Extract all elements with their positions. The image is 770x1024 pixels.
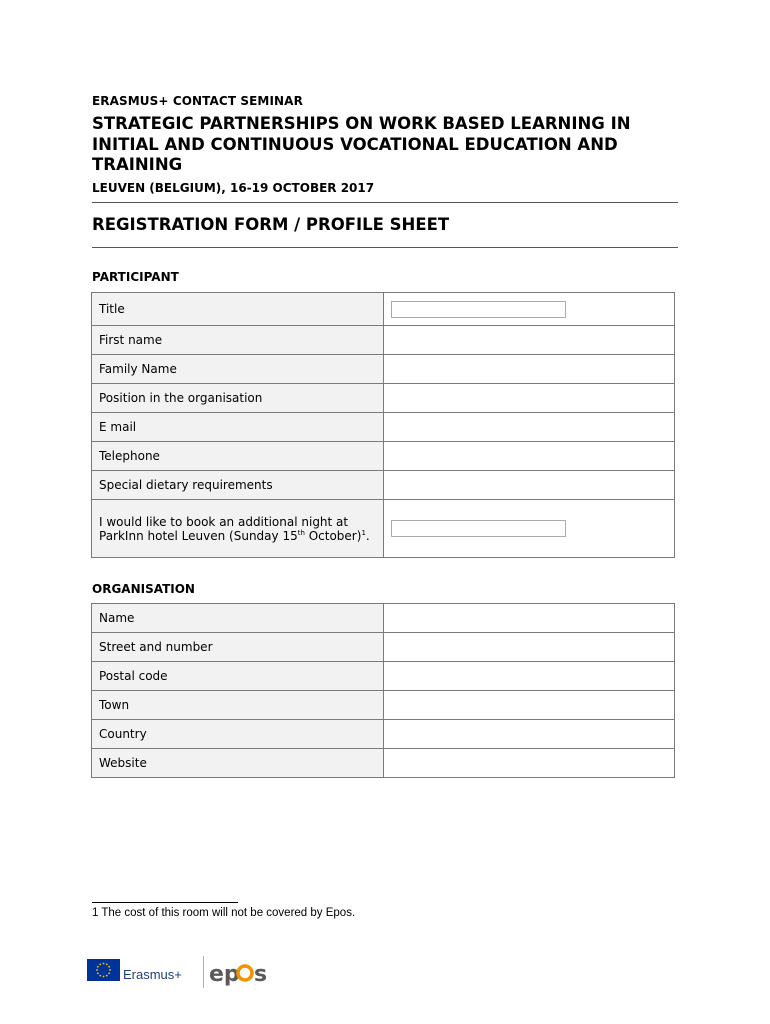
eu-star	[97, 972, 99, 974]
top-divider	[92, 202, 678, 203]
svg-text:s: s	[254, 962, 268, 987]
additional-night-input[interactable]	[391, 520, 566, 537]
title-input[interactable]	[391, 301, 566, 318]
footnote-ref: 1	[361, 528, 366, 537]
table-row	[92, 442, 675, 471]
footnote-separator	[92, 902, 238, 903]
table-row	[92, 691, 675, 720]
website-field[interactable]	[384, 749, 675, 778]
logo-divider	[203, 956, 204, 988]
eu-star	[97, 966, 99, 968]
field-label-org-name: Name	[92, 604, 384, 633]
epos-logo	[209, 956, 279, 988]
country-field[interactable]	[384, 720, 675, 749]
town-field[interactable]	[384, 691, 675, 720]
table-row	[92, 500, 675, 558]
table-row	[92, 720, 675, 749]
field-label-telephone: Telephone	[92, 442, 384, 471]
eu-star	[99, 975, 101, 977]
footer-logos	[87, 954, 287, 990]
participant-heading: PARTICIPANT	[92, 270, 179, 284]
table-row	[92, 604, 675, 633]
organisation-heading: ORGANISATION	[92, 582, 195, 596]
night-text-2: October)	[304, 528, 362, 543]
table-row	[92, 413, 675, 442]
table-row	[92, 662, 675, 691]
street-field[interactable]	[384, 633, 675, 662]
org-name-field[interactable]	[384, 604, 675, 633]
table-row	[92, 355, 675, 384]
table-row	[92, 749, 675, 778]
field-label-postal-code: Postal code	[92, 662, 384, 691]
dietary-field[interactable]	[384, 471, 675, 500]
eu-star	[106, 963, 108, 965]
additional-night-field-cell[interactable]	[384, 500, 675, 558]
first-name-field[interactable]	[384, 326, 675, 355]
eu-star	[103, 976, 105, 978]
seminar-venue-date: LEUVEN (BELGIUM), 16-19 OCTOBER 2017	[92, 181, 375, 195]
field-label-title: Title	[92, 293, 384, 326]
erasmus-plus-logo-text: Erasmus+	[123, 967, 182, 982]
field-label-town: Town	[92, 691, 384, 720]
eu-star	[99, 963, 101, 965]
footnote: 1 The cost of this room will not be covered by Epos.	[92, 907, 356, 919]
field-label-country: Country	[92, 720, 384, 749]
title-field-cell[interactable]	[384, 293, 675, 326]
field-label-first-name: First name	[92, 326, 384, 355]
bottom-divider	[92, 247, 678, 248]
field-label-street: Street and number	[92, 633, 384, 662]
night-text-1: I would like to book an additional night at ParkInn hotel Leuven (Sunday 15	[99, 514, 349, 543]
field-label-website: Website	[92, 749, 384, 778]
eu-star	[103, 963, 105, 965]
participant-table	[91, 292, 675, 558]
organisation-table	[91, 603, 675, 778]
field-label-additional-night	[92, 500, 384, 558]
table-row	[92, 471, 675, 500]
night-sup-th: th	[297, 528, 305, 537]
family-name-field[interactable]	[384, 355, 675, 384]
table-row	[92, 293, 675, 326]
postal-code-field[interactable]	[384, 662, 675, 691]
eu-flag-icon	[87, 959, 120, 981]
eu-star	[108, 966, 110, 968]
email-field[interactable]	[384, 413, 675, 442]
seminar-kicker: ERASMUS+ CONTACT SEMINAR	[92, 94, 303, 108]
eu-star	[96, 969, 98, 971]
table-row	[92, 326, 675, 355]
table-row	[92, 633, 675, 662]
field-label-family-name: Family Name	[92, 355, 384, 384]
position-field[interactable]	[384, 384, 675, 413]
field-label-email: E mail	[92, 413, 384, 442]
field-label-position: Position in the organisation	[92, 384, 384, 413]
telephone-field[interactable]	[384, 442, 675, 471]
eu-star	[109, 969, 111, 971]
night-text-3: .	[365, 528, 370, 543]
table-row	[92, 384, 675, 413]
seminar-title: STRATEGIC PARTNERSHIPS ON WORK BASED LEARNING IN INITIAL AND CONTINUOUS VOCATIONAL EDUCATION AND TRAINING	[92, 114, 631, 174]
eu-star	[108, 972, 110, 974]
form-title: REGISTRATION FORM / PROFILE SHEET	[92, 215, 450, 234]
field-label-dietary: Special dietary requirements	[92, 471, 384, 500]
eu-star	[106, 975, 108, 977]
svg-text:ep: ep	[209, 962, 240, 987]
